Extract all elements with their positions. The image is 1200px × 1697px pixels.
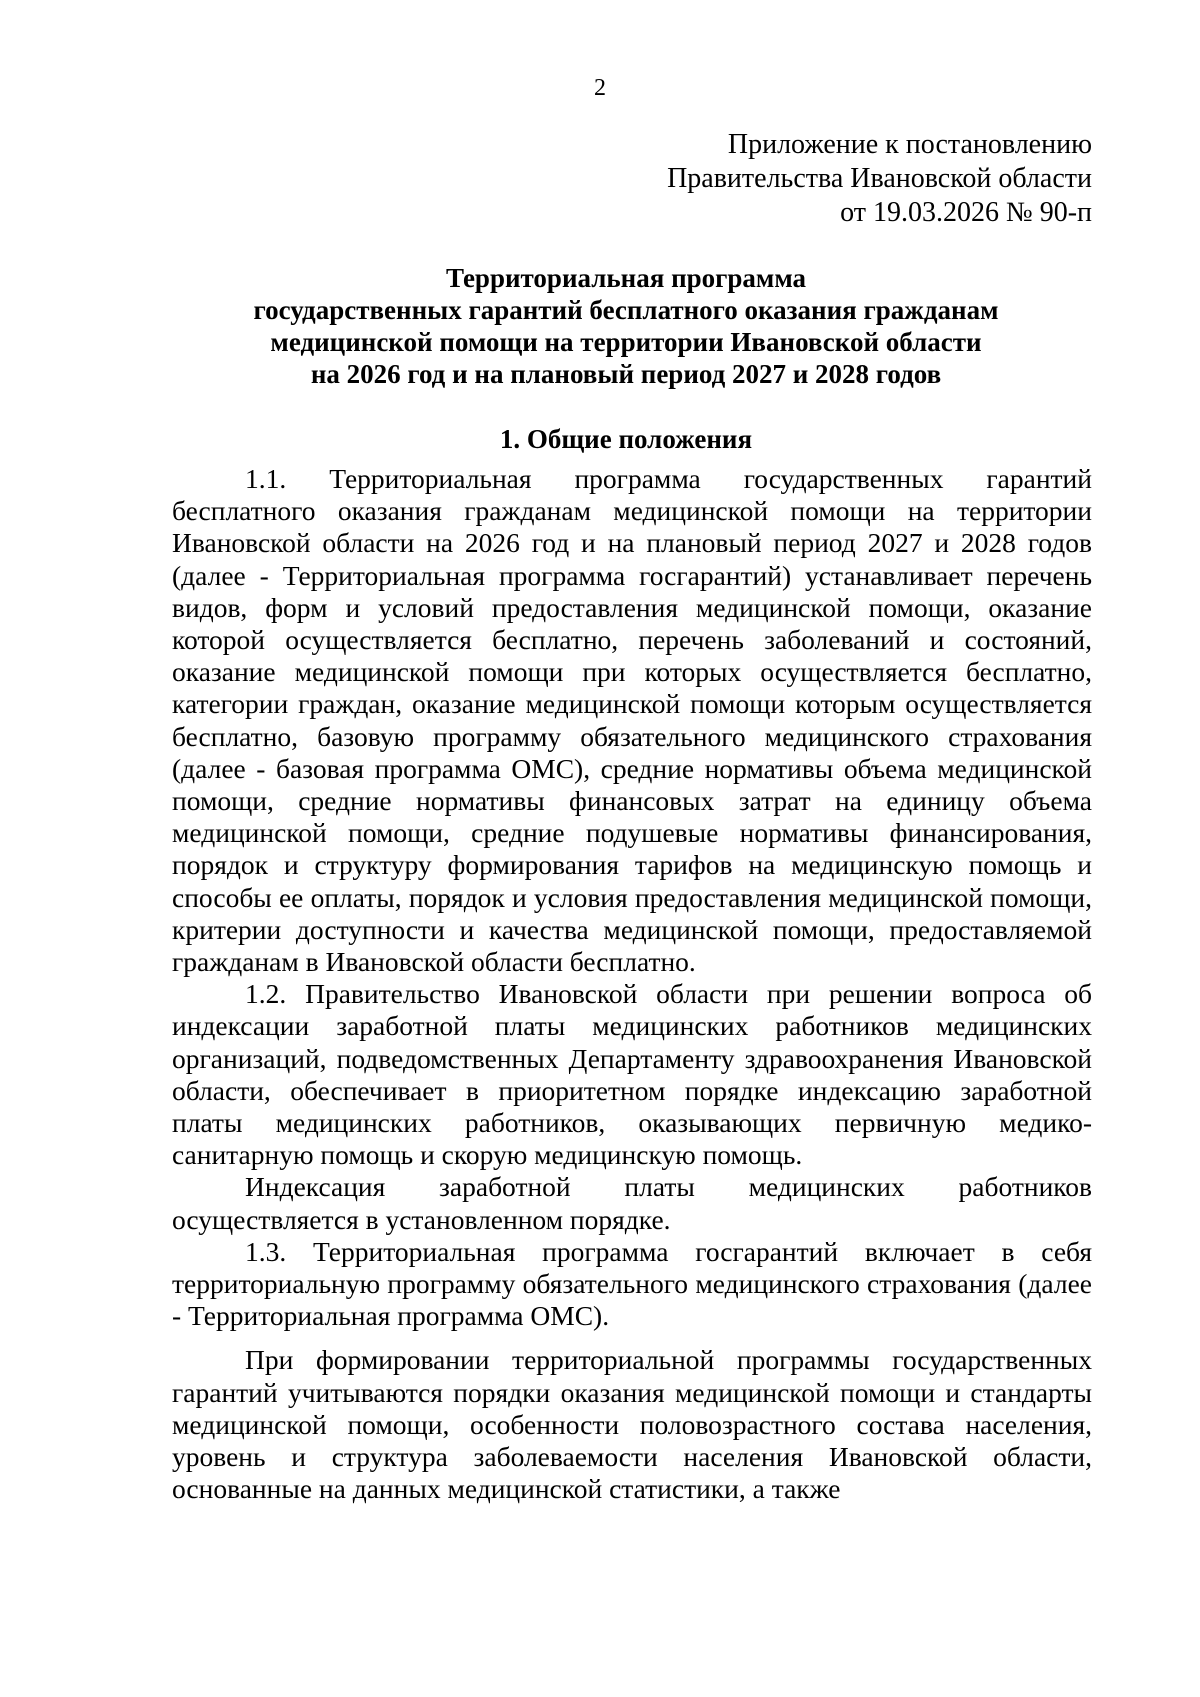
document-title bbox=[160, 262, 1092, 390]
paragraph-1-2: 1.2. Правительство Ивановской области при решении вопроса об индексации заработной платы медицинских работников медицинских организаций, подведомственных Департаменту здравоохранения Ивановской области, обеспечивает в приоритетном порядке индексацию заработной платы медицинских работников, оказывающих первичную медико-санитарную помощь и скорую медицинскую помощь. bbox=[172, 978, 1092, 1171]
section-heading: 1. Общие положения bbox=[499, 424, 753, 454]
section-body bbox=[172, 463, 1092, 1506]
appendix-line-2: Правительства Ивановской области bbox=[667, 163, 1092, 194]
title-line-3: медицинской помощи на территории Ивановской области bbox=[270, 327, 982, 357]
paragraph-1-3: 1.3. Территориальная программа госгарантий включает в себя территориальную программу обязательного медицинского страхования (далее - Территориальная программа ОМС). bbox=[172, 1235, 1092, 1332]
paragraph-formation: При формировании территориальной программы государственных гарантий учитываются порядки оказания медицинской помощи и стандарты медицинской помощи, особенности половозрастного состава населения, уровень и структура заболеваемости населения Ивановской области, основанные на данных медицинской статистики, а также bbox=[172, 1344, 1092, 1505]
title-line-4: на 2026 год и на плановый период 2027 и 2028 годов bbox=[310, 359, 942, 389]
appendix-note bbox=[667, 128, 1092, 230]
appendix-line-1: Приложение к постановлению bbox=[727, 129, 1092, 160]
title-line-2: государственных гарантий бесплатного оказания гражданам bbox=[253, 295, 999, 325]
paragraph-1-1: 1.1. Территориальная программа государственных гарантий бесплатного оказания гражданам медицинской помощи на территории Ивановской области на 2026 год и на плановый период 2027 и 2028 годов (далее - Территориальная программа госгарантий) устанавливает перечень видов, форм и условий предоставления медицинской помощи, оказание которой осуществляется бесплатно, перечень заболеваний и состояний, оказание медицинской помощи при которых осуществляется бесплатно, категории граждан, оказание медицинской помощи которым осуществляется бесплатно, базовую программу обязательного медицинского страхования (далее - базовая программа ОМС), средние нормативы объема медицинской помощи, средние нормативы финансовых затрат на единицу объема медицинской помощи, средние подушевые нормативы финансирования, порядок и структуру формирования тарифов на медицинскую помощь и способы ее оплаты, порядок и условия предоставления медицинской помощи, критерии доступности и качества медицинской помощи, предоставляемой гражданам в Ивановской области бесплатно. bbox=[172, 463, 1092, 978]
paragraph-indexation: Индексация заработной платы медицинских работников осуществляется в установленном порядке. bbox=[172, 1171, 1092, 1235]
appendix-line-3: от 19.03.2026 № 90-п bbox=[840, 197, 1092, 228]
page-number: 2 bbox=[594, 75, 606, 101]
title-line-1: Территориальная программа bbox=[445, 263, 807, 293]
